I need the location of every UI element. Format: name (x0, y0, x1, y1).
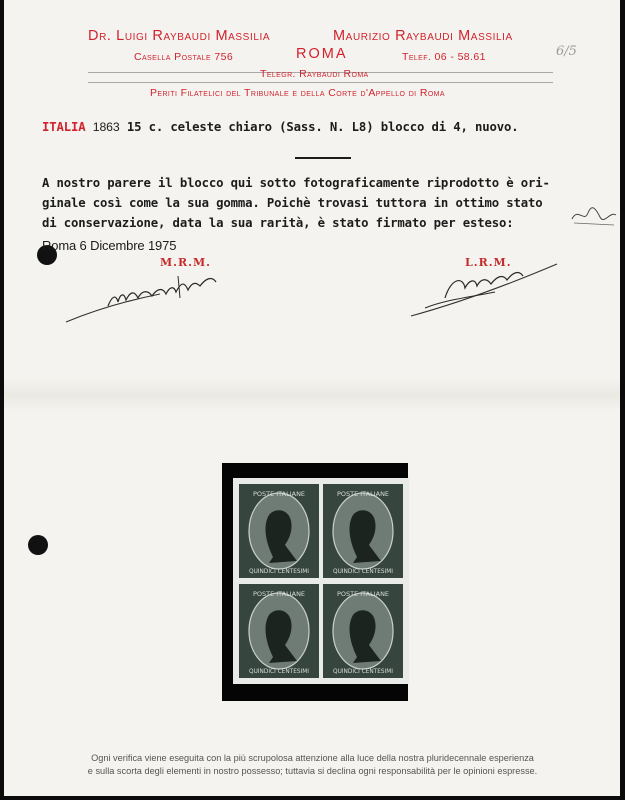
cert-description (42, 120, 519, 134)
header-rule-bottom (88, 82, 553, 83)
footer-line-2: e sulla scorta degli elementi in nostro possesso; tuttavia si declina ogni responsabilità per le opinioni espresse. (87, 766, 538, 776)
cert-date: Roma 6 Dicembre 1975 (42, 238, 177, 253)
initials-right: L.R.M. (465, 256, 512, 269)
cert-year: 1863 (92, 120, 120, 134)
stamp (323, 584, 403, 678)
punch-hole-bottom (28, 535, 48, 555)
scan-edge-left (0, 0, 4, 800)
cert-para-line-3: di conservazione, data la sua rarità, è stato firmato per esteso: (42, 216, 514, 230)
initials-left: M.R.M. (160, 256, 211, 269)
pencil-note: 6/5 (556, 44, 577, 59)
stamp (323, 484, 403, 578)
signature-left (60, 268, 235, 328)
header-name-right: Maurizio Raybaudi Massilia (333, 28, 513, 44)
stamp-top-text: POSTE ITALIANE (252, 590, 306, 598)
stamp (239, 584, 319, 678)
cert-country: ITALIA (42, 120, 86, 134)
stamp (239, 484, 319, 578)
cert-stamp-desc: 15 c. celeste chiaro (Sass. N. L8) blocco di 4, nuovo. (126, 120, 519, 134)
header-periti: Periti Filatelici del Tribunale e della Corte d'Appello di Roma (150, 87, 445, 99)
header-city: ROMA (296, 46, 348, 62)
signature-inline (570, 203, 618, 229)
header-telegr: Telegr. Raybaudi Roma (260, 68, 369, 80)
scan-edge-right (620, 0, 625, 800)
header-casella: Casella Postale 756 (134, 51, 234, 63)
stamp-bottom-text: QUINDICI CENTESIMI (249, 669, 309, 675)
header-telef: Telef. 06 - 58.61 (402, 51, 486, 63)
stamp-bottom-text: QUINDICI CENTESIMI (249, 569, 309, 575)
stamp-block (233, 478, 409, 684)
footer-line-1: Ogni verifica viene eseguita con la più scrupolosa attenzione alla luce della nostra pluridecennale esperienza (91, 753, 534, 763)
stamp-top-text: POSTE ITALIANE (336, 590, 390, 598)
stamp-bottom-text: QUINDICI CENTESIMI (333, 569, 393, 575)
header-name-left: Dr. Luigi Raybaudi Massilia (88, 28, 271, 44)
stamp-top-text: POSTE ITALIANE (252, 490, 306, 498)
cert-divider (295, 157, 351, 159)
fold-crease (4, 378, 620, 412)
stamp-top-text: POSTE ITALIANE (336, 490, 390, 498)
scan-edge-bottom (0, 796, 625, 800)
signature-right (405, 258, 565, 322)
cert-para-line-2: ginale così come la sua gomma. Poichè trovasi tuttora in ottimo stato (42, 196, 543, 210)
stamp-bottom-text: QUINDICI CENTESIMI (333, 669, 393, 675)
cert-para-line-1: A nostro parere il blocco qui sotto fotograficamente riprodotto è ori- (42, 176, 550, 190)
